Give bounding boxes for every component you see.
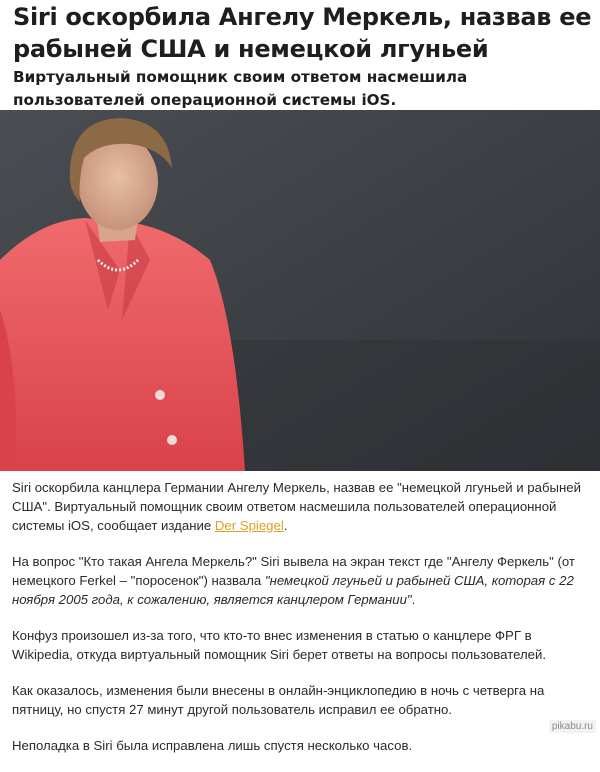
- der-spiegel-link[interactable]: Der Spiegel: [214, 518, 284, 533]
- paragraph-4: Как оказалось, изменения были внесены в онлайн-энциклопедию в ночь с четверга на пятницу, но спустя 27 минут другой пользователь исправил ее обратно.: [12, 683, 545, 717]
- pikabu-watermark: pikabu.ru: [549, 720, 596, 733]
- paragraph-1: Siri оскорбила канцлера Германии Ангелу Меркель, назвав ее "немецкой лгуньей и рабыней США". Виртуальный помощник своим ответом насмешила пользователей операционной системы iOS, сообщает издание Der Spiegel.: [12, 480, 581, 533]
- paragraph-2: На вопрос "Кто такая Ангела Меркель?" Siri вывела на экран текст где "Ангелу Феркель" (от немецкого Ferkel – "поросенок") назвала "немецкой лгуньей и рабыней США, которая с 22 ноября 2005 года, к сожалению, является канцлером Германии".: [12, 554, 575, 607]
- quote: "немецкой лгуньей и рабыней США, которая с 22 ноября 2005 года, к сожалению, является канцлером Германии": [12, 573, 574, 607]
- article-body: [12, 478, 592, 772]
- paragraph-3: Конфуз произошел из-за того, что кто-то внес изменения в статью о канцлере ФРГ в Wikipedia, откуда виртуальный помощник Siri берет ответы на вопросы пользователей.: [12, 628, 547, 662]
- article-subheadline: Виртуальный помощник своим ответом насмешила пользователей операционной системы iOS.: [13, 68, 468, 109]
- paragraph-5: Неполадка в Siri была исправлена лишь спустя несколько часов.: [12, 738, 413, 753]
- article-headline: Siri оскорбила Ангелу Меркель, назвав ее рабыней США и немецкой лгуньей: [13, 3, 592, 63]
- article-photo: [0, 110, 600, 471]
